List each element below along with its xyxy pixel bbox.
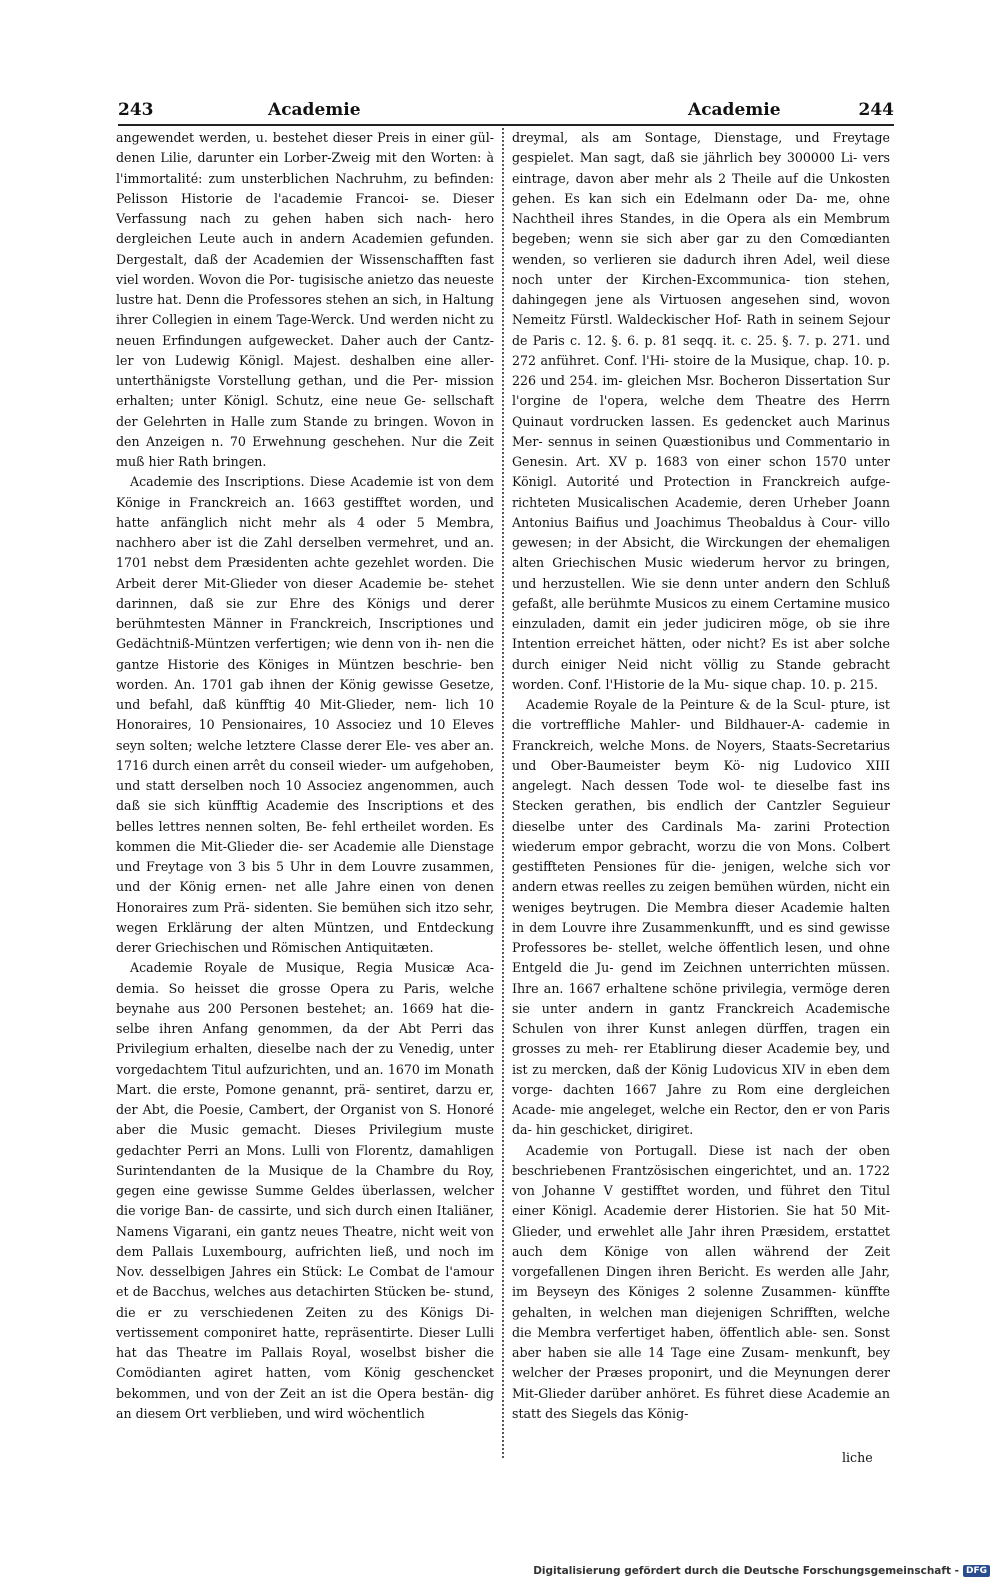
catchword: liche [842, 1450, 873, 1465]
page-number-left: 243 [118, 100, 154, 120]
paragraph: Academie Royale de Musique, Regia Musicæ Aca- demia. So heisset die grosse Opera zu Paris, welche beynahe aus 200 Personen bestehet; an. 1669 hat die- selbe ihren Anfang genommen, da der Abt Perri das Privilegium erhalten, dieselbe nach der zu Venedig, unter vorgedachtem Titul aufzurichten, und an. 1670 im Monath Mart. die erste, Pomone genannt, prä- sentiret, darzu er, der Abt, die Poesie, Cambert, der Organist von S. Honoré aber die Music gemacht. Dieses Privilegium muste gedachter Perri an Mons. Lulli von Florentz, damahligen Surintendanten de la Musique de la Chambre du Roy, gegen eine gewisse Summe Geldes überlassen, welcher die vorige Ban- de cassirte, und sich durch einen Italiäner, Namens Vigarani, ein gantz neues Theatre, nicht weit von dem Pallais Luxembourg, aufrichten ließ, und noch im Nov. desselbigen Jahres ein Stück: Le Combat de l'amour et de Bacchus, welches aus detachirten Stücken be- stund, die er zu verschiedenen Zeiten zu des Königs Di- vertissement componiret hatte, repräsentirte. Dieser Lulli hat das Theatre im Pallais Royal, woselbst bisher die Comödianten agiret hatten, vom König geschencket bekommen, und von der Zeit an ist die Opera bestän- dig an diesem Ort verblieben, und wird wöchentlich [116, 960, 494, 1421]
page-header [118, 100, 894, 126]
header-rule [118, 124, 894, 126]
paragraph: Academie von Portugall. Diese ist nach der oben beschriebenen Frantzösischen eingerichtet, und an. 1722 von Johanne V gestifftet worden, und führet den Titul einer Königl. Academie derer Historien. Sie hat 50 Mit-Glieder, und erwehlet alle Jahr ihren Præsidem, erstattet auch dem Könige von allen während der Zeit vorgefallenen Dingen ihren Bericht. Es werden alle Jahr, im Beyseyn des Königes 2 solenne Zusammen- künffte gehalten, in welchen man diejenigen Schrifften, welche die Membra verfertiget haben, öffentlich able- sen. Sonst aber haben sie alle 14 Tage eine Zusam- menkunft, bey welcher der Præses proponirt, und die Meynungen derer Mit-Glieder darüber anhöret. Es führet diese Academie an statt des Siegels das König- [512, 1142, 890, 1421]
column-divider [502, 128, 504, 1458]
running-head-left: Academie [268, 100, 361, 120]
paragraph: Academie Royale de la Peinture & de la Scul- pture, ist die vortreffliche Mahler- und Bildhauer-A- cademie in Franckreich, welche Mons. de Noyers, Staats-Secretarius und Ober-Baumeister beym Kö- nig Ludovico XIII angelegt. Nach dessen Tode wol- te dieselbe fast ins Stecken gerathen, bis endlich der Cantzler Seguieur dieselbe unter des Cardinals Ma- zarini Protection wiederum empor gebracht, worzu die von Mons. Colbert gestiffteten Pensiones für die- jenigen, welche sich vor andern etwas reelles zu zeigen bemühen würden, nicht ein weniges beytrugen. Die Membra dieser Academie halten in dem Louvre ihre Zusammenkunfft, und es sind gewisse Professores be- stellet, welche öffentlich lesen, und ohne Entgeld die Ju- gend im Zeichnen unterrichten müssen. Ihre an. 1667 erhaltene schöne privilegia, vermöge deren sie unter andern in gantz Franckreich Academische Schulen von ihrer Kunst anlegen dürffen, tragen ein grosses zu meh- rer Etablirung dieser Academie bey, und ist zu mercken, daß der König Ludovicus XIV in eben dem vorge- dachten 1667 Jahre zu Rom eine dergleichen Acade- mie angeleget, welche ein Rector, den er von Paris da- hin geschicket, dirigiret. [512, 697, 890, 1138]
right-column [512, 128, 890, 1424]
page-number-right: 244 [858, 100, 894, 120]
paragraph: Academie des Inscriptions. Diese Academie ist von dem Könige in Franckreich an. 1663 gestifftet worden, und hatte anfänglich nicht mehr als 4 oder 5 Membra, nachhero aber ist die Zahl derselben vermehret, und an. 1701 nebst dem Præsidenten achte gezehlet worden. Die Arbeit derer Mit-Glieder von dieser Academie be- stehet darinnen, daß sie zur Ehre des Königs und derer berühmtesten Männer in Franckreich, Inscriptiones und Gedächtniß-Müntzen verfertigen; wie denn von ih- nen die gantze Historie des Königes in Müntzen beschrie- ben worden. An. 1701 gab ihnen der König gewisse Gesetze, und befahl, daß künfftig 40 Mit-Glieder, nem- lich 10 Honoraires, 10 Pensionaires, 10 Associez und 10 Eleves seyn solten; welche letztere Classe derer Ele- ves aber an. 1716 durch einen arrêt du conseil wieder- um aufgehoben, und statt derselben noch 10 Associez angenommen, auch daß sie sich künfftig Academie des Inscriptions et des belles lettres nennen solten, Be- fehl ertheilet worden. Es kommen die Mit-Glieder die- ser Academie alle Dienstage und Freytage von 3 bis 5 Uhr in dem Louvre zusammen, und der König ernen- net alle Jahre einen von denen Honoraires zum Prä- sidenten. Sie bemühen sich itzo sehr, wegen Erklärung der alten Müntzen, und Entdeckung derer Griechischen und Römischen Antiquitæten. [116, 474, 494, 955]
digitization-footer [533, 1565, 990, 1577]
paragraph: dreymal, als am Sontage, Dienstage, und Freytage gespielet. Man sagt, daß sie jährlich bey 300000 Li- vers eintrage, davon aber mehr als 2 Theile auf die Unkosten gehen. Es kan sich ein Edelmann oder Da- me, ohne Nachtheil ihres Standes, in die Opera als ein Membrum begeben; wenn sie sich aber gar zu den Comœdianten wenden, so verlieren sie dadurch ihren Adel, weil diese noch unter der Kirchen-Excommunica- tion stehen, dahingegen jene als Virtuosen angesehen sind, wovon Nemeitz Fürstl. Waldeckischer Hof- Rath in seinem Sejour de Paris c. 12. §. 6. p. 81 seqq. it. c. 25. §. 7. p. 271. und 272 anführet. Conf. l'Hi- stoire de la Musique, chap. 10. p. 226 und 254. im- gleichen Msr. Bocheron Dissertation Sur l'orgine de l'opera, welche dem Theatre des Herrn Quinaut vordrucken lassen. Es gedencket auch Marinus Mer- sennus in seinen Quæstionibus und Commentario in Genesin. Art. XV p. 1683 von einer schon 1570 unter Königl. Autorité und Protection in Franckreich aufge- richteten Musicalischen Academie, deren Urheber Joann Antonius Baifius und Joachimus Theobaldus à Cour- villo gewesen; in der Absicht, die Wirckungen der ehemaligen alten Griechischen Music wiederum hervor zu bringen, und herzustellen. Wie sie denn unter andern den Schluß gefaßt, alle berühmte Musicos zu einem Certamine musico einzuladen, damit ein jeder judiciren möge, ob sie ihre Intention erreichet hätten, oder nicht? Es ist aber solche durch einiger Neid nicht völlig zu Stande gebracht worden. Conf. l'Historie de la Mu- sique chap. 10. p. 215. [512, 130, 890, 692]
footer-text: Digitalisierung gefördert durch die Deutsche Forschungsgemeinschaft - [533, 1565, 959, 1577]
paragraph: angewendet werden, u. bestehet dieser Preis in einer gül- denen Lilie, darunter ein Lorber-Zweig mit den Worten: à l'immortalité: zum unsterblichen Nachruhm, zu befinden: Pelisson Historie de l'academie Francoi- se. Dieser Verfassung nach zu gehen haben sich nach- hero dergleichen Leute auch in andern Academien gefunden. Dergestalt, daß der Academien der Wissenschafften fast viel worden. Wovon die Por- tugisische anietzo das neueste lustre hat. Denn die Professores stehen an sich, in Haltung ihrer Collegien in einem Tage-Werck. Und werden nicht zu neuen Erfindungen aufgewecket. Daher auch der Cantz- ler von Ludewig Königl. Majest. deshalben eine aller- unterthänigste Vorstellung gethan, und die Per- mission erhalten; unter Königl. Schutz, eine neue Ge- sellschaft der Gelehrten in Halle zum Stande zu bringen. Wovon in den Anzeigen n. 70 Erwehnung geschehen. Nur die Zeit muß hier Rath bringen. [116, 130, 494, 469]
left-column [116, 128, 494, 1424]
running-head-right: Academie [688, 100, 781, 120]
dfg-logo-icon: DFG [963, 1565, 990, 1577]
